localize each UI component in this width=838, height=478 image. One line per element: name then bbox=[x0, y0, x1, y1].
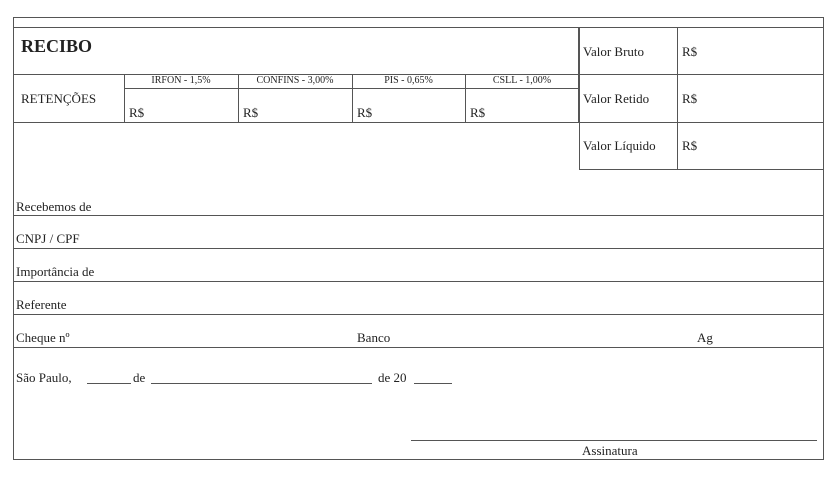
summary-col-divider bbox=[677, 27, 678, 170]
summary-label-bruto: Valor Bruto bbox=[583, 44, 645, 59]
date-city: São Paulo, bbox=[16, 370, 72, 385]
tax-value-csll[interactable]: R$ bbox=[470, 105, 486, 120]
field-recebemos-de: Recebemos de bbox=[16, 199, 92, 214]
field-referente: Referente bbox=[16, 297, 67, 312]
tax-header-irfon: IRFON - 1,5% bbox=[151, 75, 211, 86]
summary-label-retido: Valor Retido bbox=[583, 91, 650, 106]
date-de-1: de bbox=[133, 370, 146, 385]
tax-header-csll: CSLL - 1,00% bbox=[492, 75, 552, 86]
retencoes-label: RETENÇÕES bbox=[21, 91, 97, 106]
receipt-title: RECIBO bbox=[21, 36, 93, 56]
summary-row-divider bbox=[579, 122, 824, 123]
field-agencia: Ag bbox=[697, 330, 713, 345]
tax-header-confins: CONFINS - 3,00% bbox=[256, 75, 334, 86]
summary-value-retido[interactable]: R$ bbox=[682, 91, 698, 106]
tax-value-pis[interactable]: R$ bbox=[357, 105, 373, 120]
summary-value-bruto[interactable]: R$ bbox=[682, 44, 698, 59]
field-line-referente[interactable] bbox=[13, 314, 824, 315]
tax-value-irfon[interactable]: R$ bbox=[129, 105, 145, 120]
summary-row-divider bbox=[579, 74, 824, 75]
field-cnpj-cpf: CNPJ / CPF bbox=[16, 231, 80, 246]
summary-value-liquido[interactable]: R$ bbox=[682, 138, 698, 153]
date-de-2: de 20 bbox=[378, 370, 407, 385]
signature-line[interactable] bbox=[411, 440, 817, 441]
summary-label-liquido: Valor Líquido bbox=[583, 138, 656, 153]
field-line-cheque[interactable] bbox=[13, 347, 824, 348]
date-month-line[interactable] bbox=[151, 383, 372, 384]
signature-label: Assinatura bbox=[582, 443, 638, 458]
date-year-line[interactable] bbox=[414, 383, 452, 384]
field-banco: Banco bbox=[357, 330, 391, 345]
field-line-importancia-de[interactable] bbox=[13, 281, 824, 282]
field-line-recebemos-de[interactable] bbox=[13, 215, 824, 216]
tax-header-pis: PIS - 0,65% bbox=[384, 75, 433, 86]
tax-value-confins[interactable]: R$ bbox=[243, 105, 259, 120]
date-day-line[interactable] bbox=[87, 383, 131, 384]
tax-header-divider bbox=[124, 88, 579, 89]
field-line-cnpj-cpf[interactable] bbox=[13, 248, 824, 249]
field-cheque: Cheque nº bbox=[16, 330, 70, 345]
field-importancia-de: Importância de bbox=[16, 264, 95, 279]
